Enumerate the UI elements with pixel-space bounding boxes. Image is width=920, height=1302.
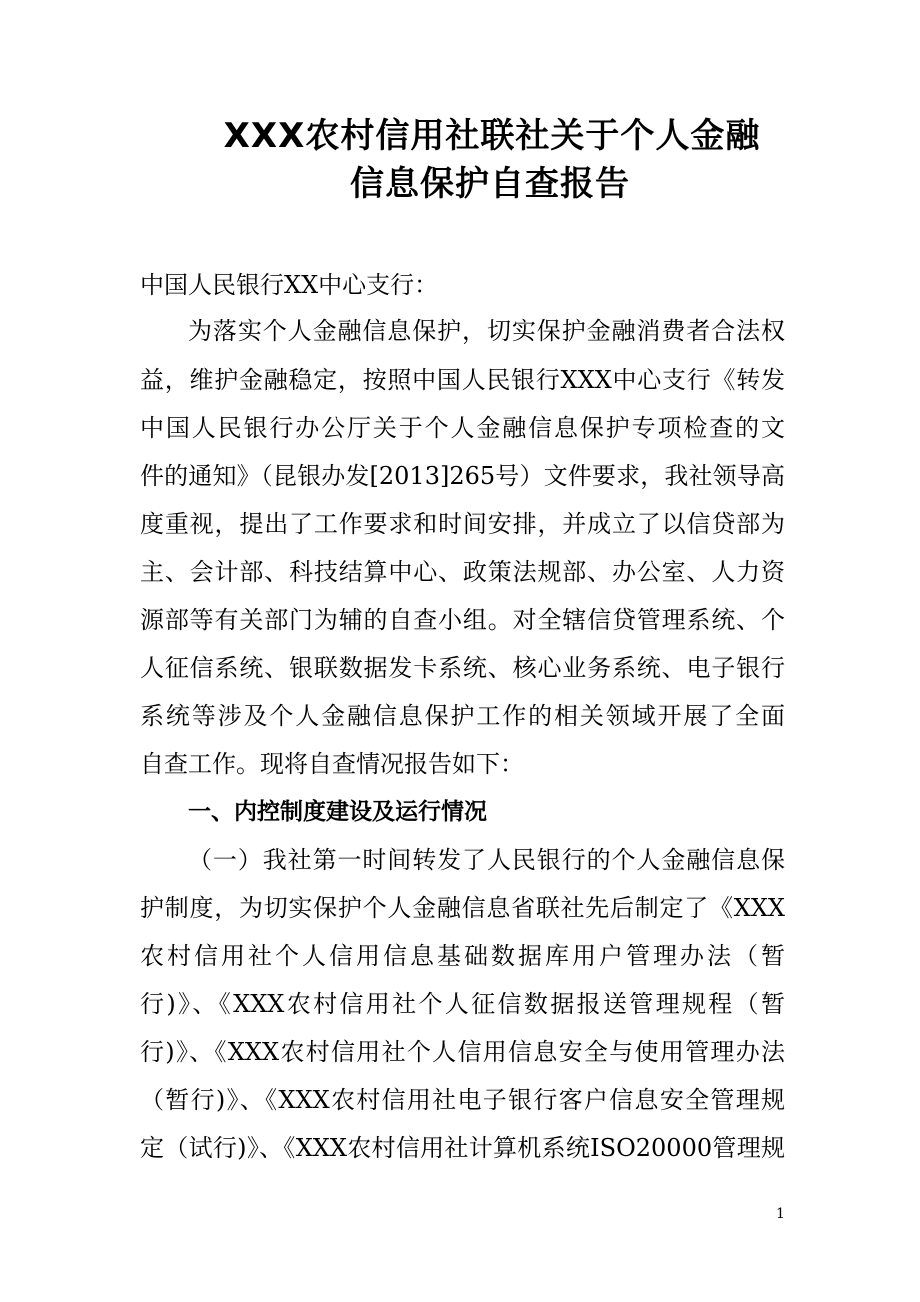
- intro-line: 度重视，提出了工作要求和时间安排，并成立了以信贷部为: [140, 510, 785, 538]
- intro-line: 系统等涉及个人金融信息保护工作的相关领域开展了全面: [140, 702, 785, 730]
- intro-line: 人征信系统、银联数据发卡系统、核心业务系统、电子银行: [140, 654, 785, 682]
- section-line: 行)》、《XXX农村信用社个人征信数据报送管理规程（暂: [140, 990, 785, 1018]
- intro-line: 中国人民银行办公厅关于个人金融信息保护专项检查的文: [140, 414, 785, 442]
- page-number: 1: [776, 1206, 785, 1222]
- section-line: 定（试行)》、《XXX农村信用社计算机系统ISO20000管理规: [140, 1134, 785, 1162]
- intro-line: 件的通知》（昆银办发[2013]265号）文件要求，我社领导高: [140, 462, 785, 490]
- intro-line: 自查工作。现将自查情况报告如下：: [140, 750, 524, 778]
- intro-line: 为落实个人金融信息保护，切实保护金融消费者合法权: [188, 317, 785, 345]
- section-heading: 一、内控制度建设及运行情况: [188, 799, 487, 825]
- report-title-line-2: 信息保护自查报告: [350, 164, 630, 204]
- section-line: （一）我社第一时间转发了人民银行的个人金融信息保: [188, 846, 785, 874]
- section-line: （暂行)》、《XXX农村信用社电子银行客户信息安全管理规: [140, 1086, 785, 1114]
- intro-line: 主、会计部、科技结算中心、政策法规部、办公室、人力资: [140, 558, 785, 586]
- intro-line: 益，维护金融稳定，按照中国人民银行XXX中心支行《转发: [140, 366, 785, 394]
- intro-line: 源部等有关部门为辅的自查小组。对全辖信贷管理系统、个: [140, 606, 785, 634]
- section-line: 农村信用社个人信用信息基础数据库用户管理办法（暂: [140, 942, 785, 970]
- report-title-line-1: XXX农村信用社联社关于个人金融: [223, 116, 761, 156]
- section-line: 行)》、《XXX农村信用社个人信用信息安全与使用管理办法: [140, 1038, 785, 1066]
- section-line: 护制度，为切实保护个人金融信息省联社先后制定了《XXX: [140, 894, 785, 922]
- salutation: 中国人民银行XX中心支行：: [140, 271, 439, 299]
